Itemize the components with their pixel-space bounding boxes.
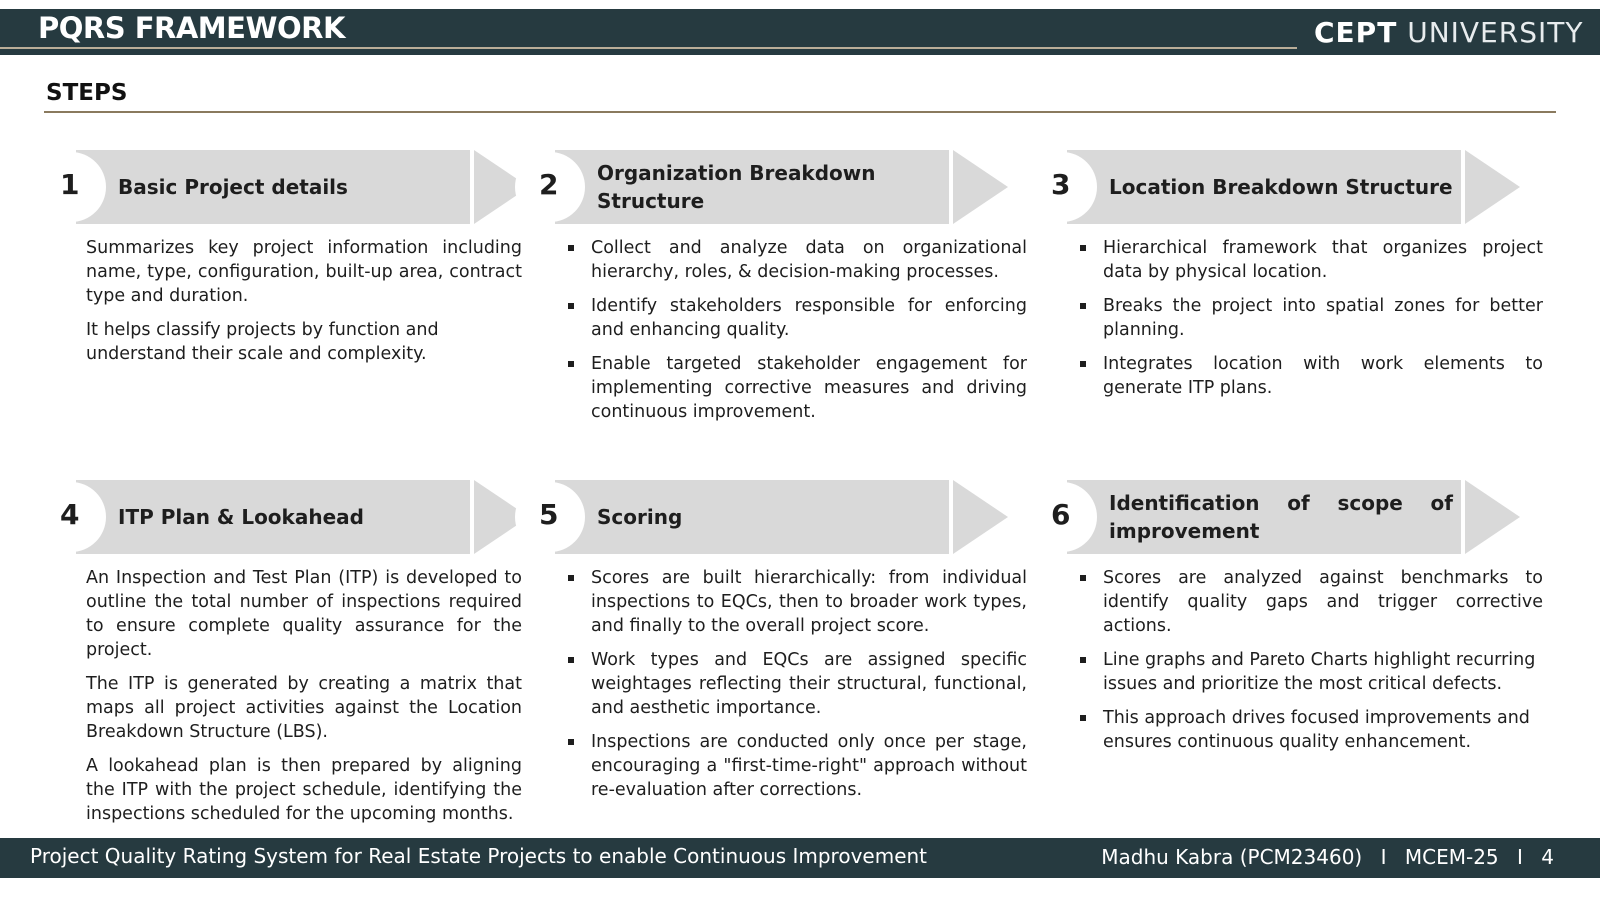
step-title: Location Breakdown Structure — [1109, 175, 1453, 199]
step-number: 1 — [60, 168, 80, 201]
step-content — [561, 566, 1027, 812]
step-number: 3 — [1051, 168, 1071, 201]
step-title: Organization Breakdown Structure — [597, 161, 876, 213]
university-logo — [1314, 16, 1583, 49]
step-content — [86, 236, 522, 376]
step-banner — [40, 150, 515, 224]
step-banner — [519, 150, 994, 224]
footer-meta — [1095, 845, 1560, 869]
step-bullet: Inspections are conducted only once per stage, encouraging a "first-time-right" approach without re-evaluation after corrections. — [561, 730, 1027, 802]
step-bullet: Work types and EQCs are assigned specific weightages reflecting their structural, functional, and aesthetic importance. — [561, 648, 1027, 720]
step-bullet: Integrates location with work elements to generate ITP plans. — [1073, 352, 1543, 400]
step-paragraph: A lookahead plan is then prepared by aligning the ITP with the project schedule, identifying the inspections scheduled for the upcoming months. — [86, 756, 522, 824]
step-content — [561, 236, 1027, 434]
step-title: ITP Plan & Lookahead — [118, 505, 364, 529]
step-title: Scoring — [597, 505, 683, 529]
section-title: STEPS — [46, 80, 128, 106]
page-number: 4 — [1541, 845, 1554, 869]
section-divider — [44, 111, 1556, 113]
step-banner — [40, 480, 515, 554]
logo-bold-text: CEPT — [1314, 16, 1398, 49]
step-bullet: Identify stakeholders responsible for enforcing and enhancing quality. — [561, 294, 1027, 342]
step-bullet: This approach drives focused improvements and ensures continuous quality enhancement. — [1073, 706, 1543, 754]
header-divider — [0, 47, 1297, 49]
step-paragraph: It helps classify projects by function and understand their scale and complexity. — [86, 320, 439, 364]
step-bullet: Collect and analyze data on organizational hierarchy, roles, & decision-making processes. — [561, 236, 1027, 284]
step-banner — [519, 480, 994, 554]
step-number: 4 — [60, 498, 80, 531]
header-bar — [0, 9, 1600, 55]
step-bullet: Scores are built hierarchically: from individual inspections to EQCs, then to broader work types, and finally to the overall project score. — [561, 566, 1027, 638]
step-content — [1073, 236, 1543, 410]
arrow-shape — [1465, 150, 1520, 224]
step-banner — [1031, 480, 1506, 554]
step-banner — [1031, 150, 1506, 224]
step-paragraph: An Inspection and Test Plan (ITP) is developed to outline the total number of inspections required to ensure complete quality assurance for the project. — [86, 568, 522, 660]
step-title: Basic Project details — [118, 175, 348, 199]
step-content — [1073, 566, 1543, 764]
step-paragraph: The ITP is generated by creating a matrix that maps all project activities against the Location Breakdown Structure (LBS). — [86, 674, 522, 742]
arrow-shape — [953, 150, 1008, 224]
footer-program: MCEM-25 — [1404, 845, 1499, 869]
step-bullet: Scores are analyzed against benchmarks to identify quality gaps and trigger corrective actions. — [1073, 566, 1543, 638]
footer-separator: I — [1517, 845, 1523, 869]
footer-author: Madhu Kabra (PCM23460) — [1101, 845, 1363, 869]
step-content — [86, 566, 522, 836]
step-number: 5 — [539, 498, 559, 531]
page-title: PQRS FRAMEWORK — [38, 11, 345, 45]
arrow-shape — [953, 480, 1008, 554]
step-number: 6 — [1051, 498, 1071, 531]
footer-bar — [0, 838, 1600, 878]
step-title: Identification of scope of improvement — [1109, 491, 1453, 543]
step-bullet: Line graphs and Pareto Charts highlight recurring issues and prioritize the most critical defects. — [1073, 648, 1543, 696]
step-bullet: Hierarchical framework that organizes project data by physical location. — [1073, 236, 1543, 284]
logo-light-text: UNIVERSITY — [1407, 16, 1584, 49]
step-paragraph: Summarizes key project information including name, type, configuration, built-up area, contract type and duration. — [86, 238, 522, 306]
step-bullet: Breaks the project into spatial zones for better planning. — [1073, 294, 1543, 342]
footer-separator: I — [1380, 845, 1387, 869]
step-number: 2 — [539, 168, 559, 201]
step-bullet: Enable targeted stakeholder engagement for implementing corrective measures and driving continuous improvement. — [561, 352, 1027, 424]
arrow-shape — [1465, 480, 1520, 554]
footer-project-title: Project Quality Rating System for Real Estate Projects to enable Continuous Improvement — [30, 844, 928, 868]
